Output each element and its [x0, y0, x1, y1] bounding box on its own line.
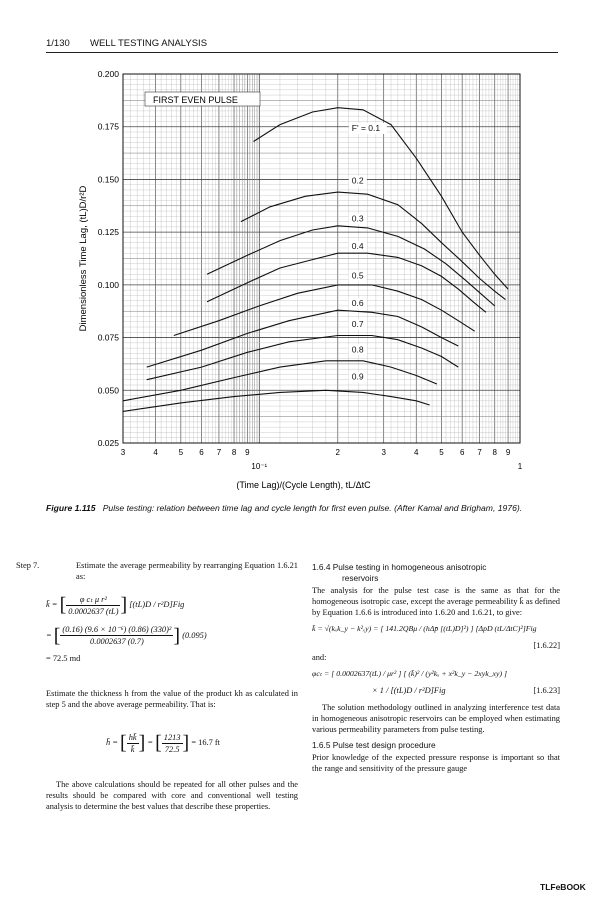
- page-number: 1/130: [46, 38, 70, 49]
- x-tick-label: 9: [505, 448, 511, 457]
- pulse-chart: [0, 60, 604, 500]
- running-title: WELL TESTING ANALYSIS: [90, 38, 208, 49]
- x-tick-label: 8: [492, 448, 497, 457]
- and-label: and:: [312, 652, 327, 662]
- x-tick-label: 1: [517, 462, 523, 471]
- x-tick-label: 5: [439, 448, 444, 457]
- y-tick-label: 0.025: [97, 438, 119, 448]
- eq2-rest: (0.095): [182, 630, 207, 640]
- series-label-7: 0.8: [351, 344, 364, 355]
- x-tick-label: 6: [459, 448, 465, 457]
- series-label-8: 0.9: [351, 371, 364, 382]
- x-tick-label: 9: [245, 448, 250, 457]
- eq4-num1: hk̄: [127, 732, 139, 744]
- thickness-paragraph: Estimate the thickness h from the value of the product kh as calculated in step 5 and the above average permeability. That is:: [46, 689, 298, 710]
- series-label-0: F' = 0.1: [351, 122, 381, 133]
- figure-label: Figure 1.115: [46, 503, 96, 513]
- equation-1-6-23a: φcₜ = [ 0.0002637(tL) / μr² ] [ (k̄)² / (y²kₓ + x²k_y − 2xyk_xy) ]: [312, 668, 508, 678]
- x-tick-label: 4: [153, 448, 158, 457]
- y-tick-label: 0.150: [97, 174, 119, 185]
- y-tick-label: 0.125: [97, 227, 119, 238]
- eq4-result: = 16.7 ft: [191, 738, 220, 748]
- equation-h-bar: h̄ = [ $\frac{hk̄}{k̄}$ ] = [ $\frac{1213}{72.5}$ ] = 16.7 ft: [106, 732, 220, 755]
- eq1-num: φ cₜ μ r²: [66, 594, 120, 606]
- figure-caption-text: Pulse testing: relation between time lag and cycle length for first even pulse. (After Kamal and Brigham, 1976).: [102, 503, 523, 513]
- step-text: Estimate the average permeability by rearranging Equation 1.6.21 as:: [76, 561, 298, 582]
- x-tick-label: 10⁻¹: [251, 462, 268, 471]
- chart-title: FIRST EVEN PULSE: [153, 95, 238, 105]
- chart-ylabel: Dimensionless Time Lag, (tL)D/r²D: [78, 185, 89, 332]
- x-tick-label: 3: [120, 448, 126, 457]
- right-column: [312, 560, 560, 776]
- y-tick-label: 0.175: [97, 121, 119, 132]
- series-label-6: 0.7: [351, 319, 364, 330]
- eq4-den2: 72.5: [164, 744, 180, 754]
- section-1-6-4-heading: [312, 562, 560, 584]
- eqnum-1-6-22: [1.6.22]: [533, 641, 560, 651]
- eq4-lhs: h̄ =: [106, 738, 118, 748]
- eq2-den: 0.0002637 (0.7): [90, 637, 144, 647]
- sec1-subtitle: reservoirs: [342, 572, 379, 583]
- x-tick-label: 7: [216, 448, 222, 457]
- section-1-6-5-heading: 1.6.5 Pulse test design procedure: [312, 740, 436, 751]
- x-tick-label: 5: [178, 448, 184, 457]
- left-column: [16, 560, 298, 814]
- x-tick-label: 7: [477, 448, 482, 457]
- chart-ticks: [98, 69, 523, 471]
- equation-1-6-22: k̄ = √(kₓk_y − k²ₓy) = [ 141.2QBμ / (hΔp̄ [(tL)D]²) ] [ΔpD (tL/ΔtC)²]Fig: [312, 624, 537, 634]
- equation-k-result: = 72.5 md: [46, 653, 81, 663]
- closing-paragraph: The above calculations should be repeated for all other pulses and the results should be compared with core and conventional well testing analysis to determine the best values that describe these properties.: [46, 779, 298, 811]
- sec1-title: 1.6.4 Pulse testing in homogeneous anisotropic: [312, 562, 487, 572]
- eq1-rest: [(tL)D / r²D]Fig: [129, 600, 185, 610]
- sec1-paragraph-2: The solution methodology outlined in analyzing interference test data in homogeneous anisotropic reservoirs can be employed when estimating various permeability parameters from pulse testing.: [312, 703, 560, 735]
- y-tick-label: 0.050: [97, 385, 119, 396]
- eq4-num2: 1213: [162, 732, 183, 744]
- chart-xlabel: (Time Lag)/(Cycle Length), tL/ΔtC: [236, 480, 371, 490]
- x-tick-label: 8: [231, 448, 237, 457]
- equation-k-bar: k̄ = [ $\frac{\text{φ cₜ μ r²}}{0.0002637 (tL)}$ ] [(tL)D / r²D]Fig: [46, 594, 185, 617]
- running-head: [46, 38, 558, 53]
- equation-1-6-23b: [312, 685, 560, 696]
- y-tick-label: 0.200: [97, 69, 119, 79]
- x-tick-label: 3: [381, 448, 386, 457]
- equation-k-numeric: = [ $\frac{\text{(0.16) (9.6 × 10⁻⁶) (0.86) (330)²}}{0.0002637 (0.7)}$ ] (0.095): [46, 624, 207, 647]
- y-tick-label: 0.100: [97, 279, 119, 290]
- series-label-4: 0.5: [351, 270, 364, 281]
- eq4-den1: k̄: [130, 744, 135, 754]
- eq2-num: (0.16) (9.6 × 10⁻⁶) (0.86) (330)²: [60, 624, 173, 636]
- sec1-paragraph: The analysis for the pulse test case is the same as that for the homogeneous isotropic case, except the average permeability k̄ as defined by Equation 1.6.6 is introduced into 1.6.20 and 1.6.21, to give:: [312, 585, 560, 618]
- series-label-1: 0.2: [351, 175, 364, 186]
- series-line-2: [207, 226, 495, 306]
- eq23b-text: × 1 / [(tL)D / r²D]Fig: [372, 685, 446, 695]
- footer-mark: TLFeBOOK: [540, 882, 586, 892]
- eq1-den: 0.0002637 (tL): [68, 606, 119, 616]
- eqnum-1-6-23: [1.6.23]: [533, 685, 560, 695]
- figure-caption: [46, 503, 558, 514]
- step-7-paragraph: [16, 560, 298, 582]
- series-label-2: 0.3: [351, 213, 364, 224]
- eq1-lhs: k̄ =: [46, 600, 58, 610]
- y-tick-label: 0.075: [97, 332, 119, 343]
- series-label-5: 0.6: [351, 297, 364, 308]
- series-line-6: [147, 336, 459, 380]
- x-tick-label: 2: [335, 448, 341, 457]
- step-label: Step 7.: [16, 561, 40, 570]
- x-tick-label: 4: [414, 448, 419, 457]
- series-label-3: 0.4: [351, 241, 364, 252]
- sec2-paragraph: Prior knowledge of the expected pressure response is important so that the range and sensitivity of the pressure gauge: [312, 753, 560, 774]
- chart-grid: [123, 74, 520, 443]
- x-tick-label: 6: [199, 448, 204, 457]
